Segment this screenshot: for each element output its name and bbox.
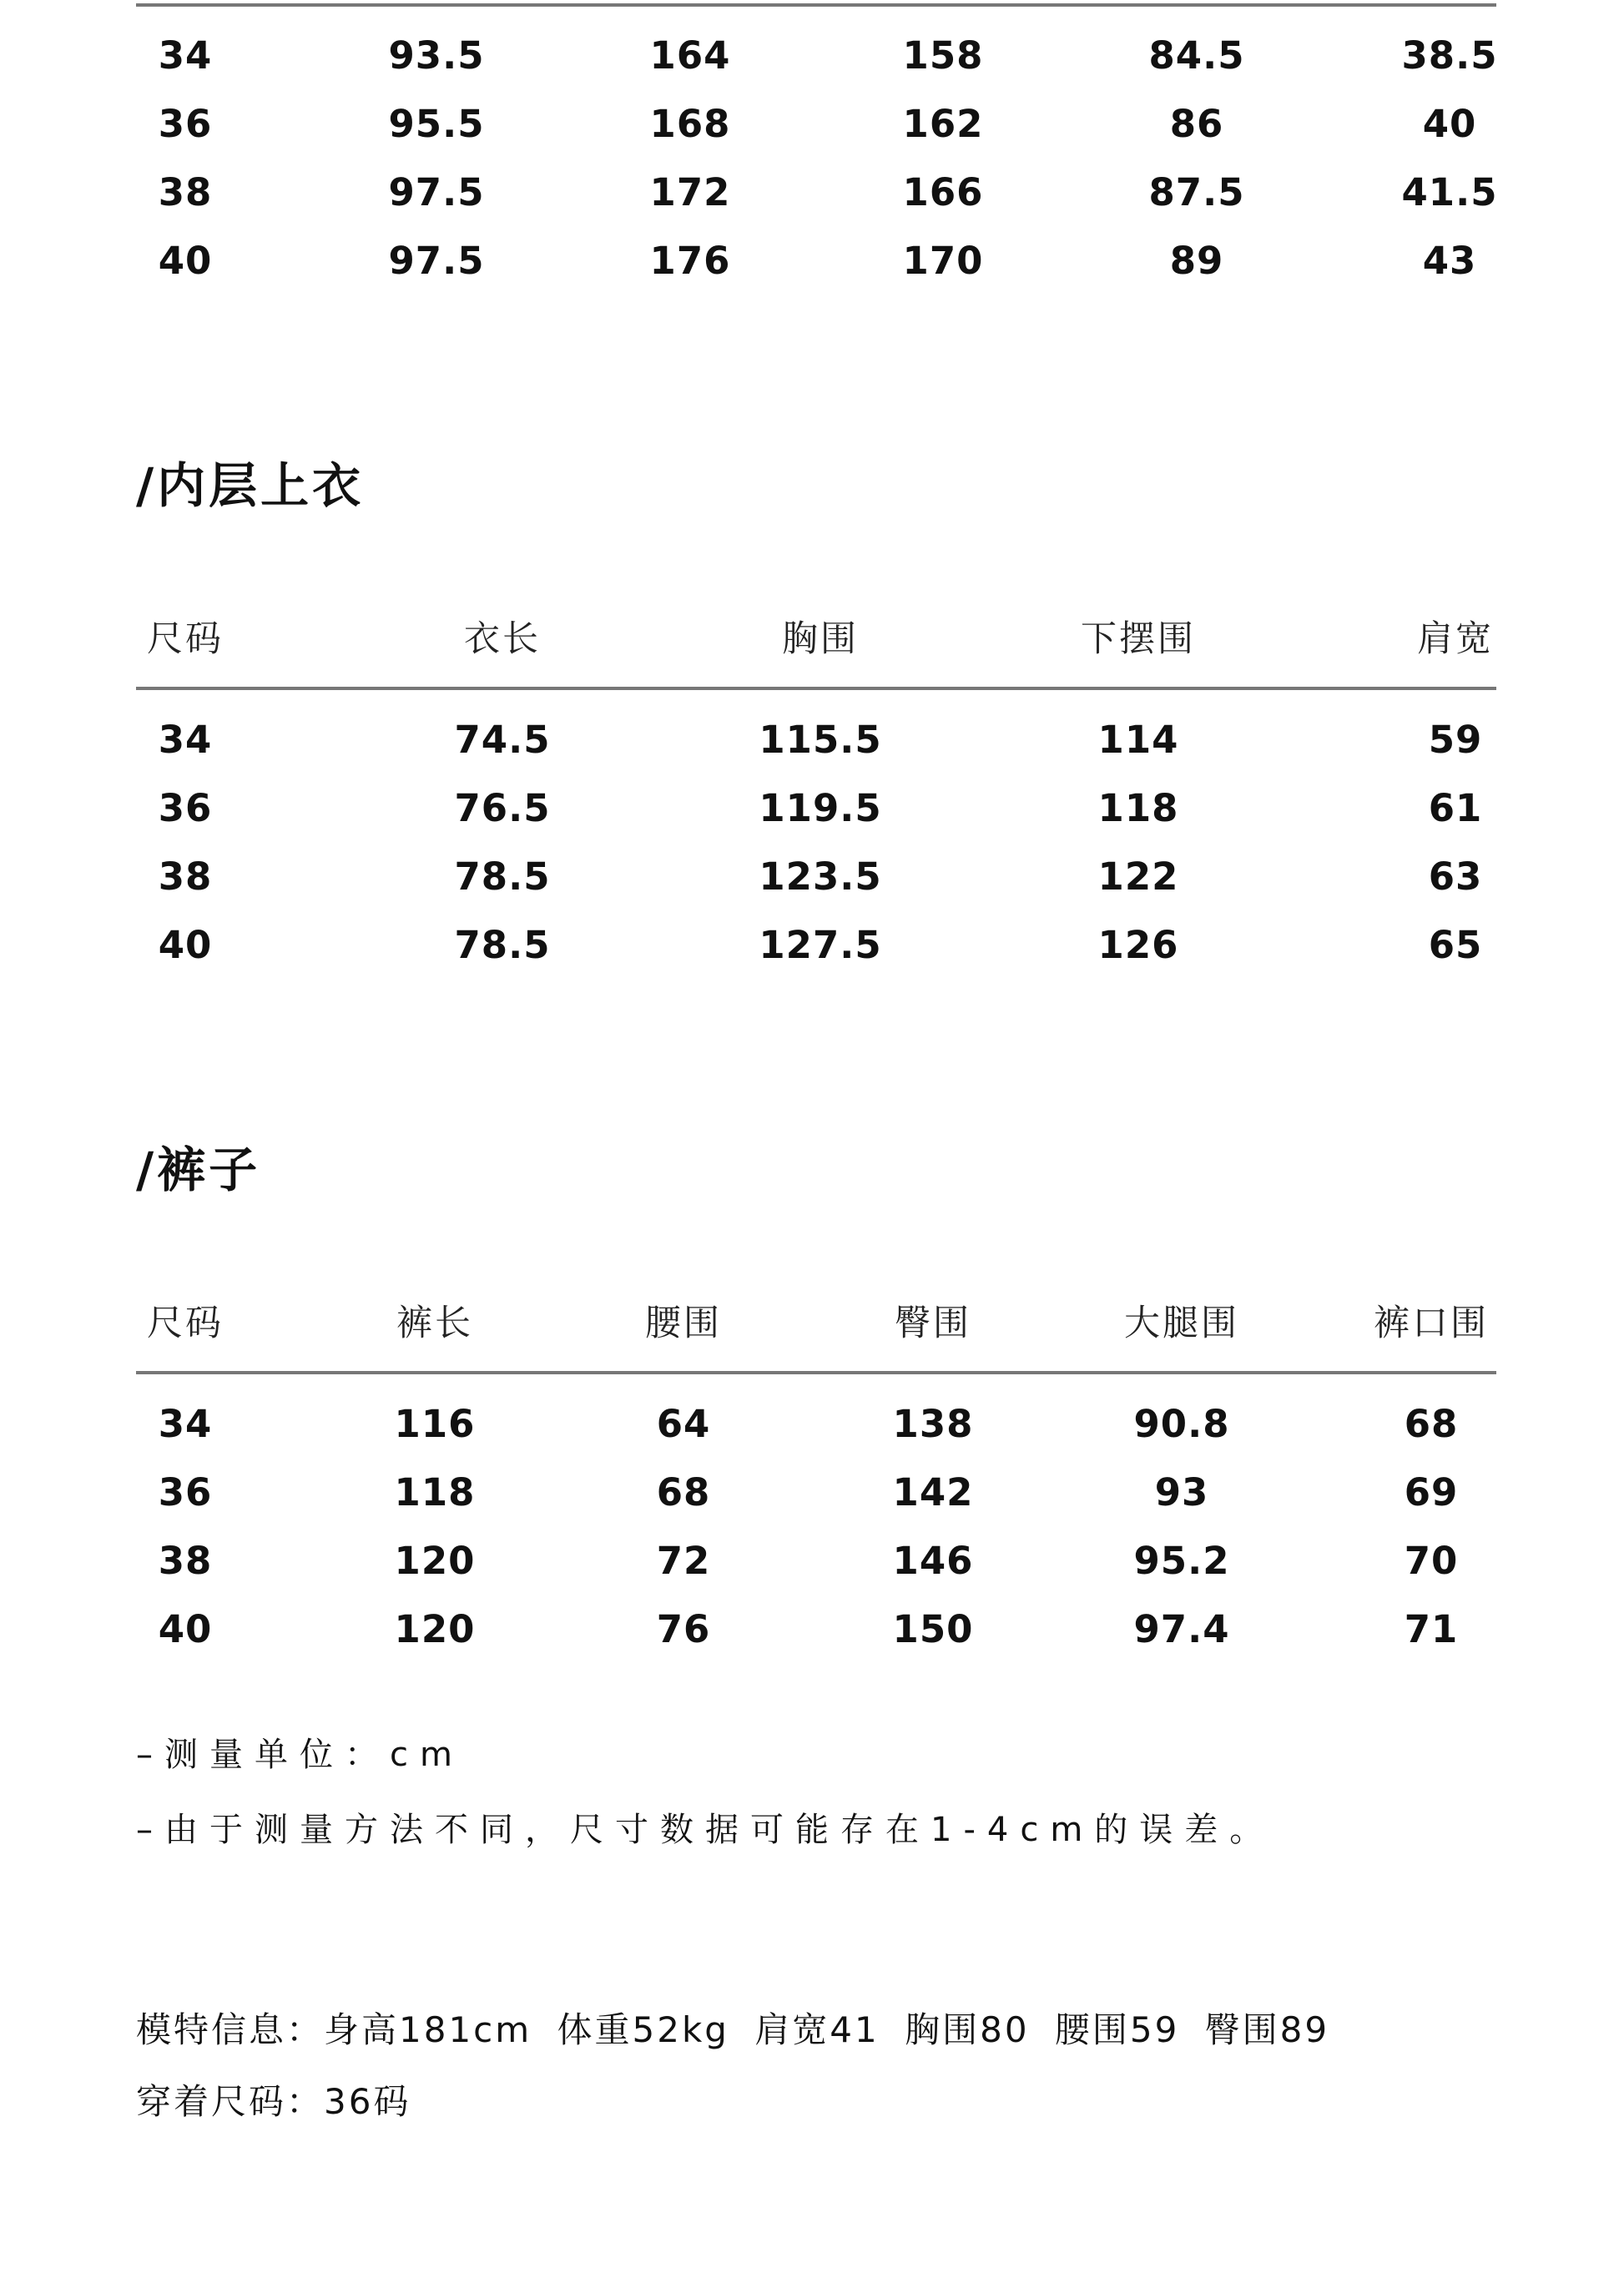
table3-header-cell: 裤长 [396, 1303, 473, 1344]
table3-cell: 97.4 [1133, 1607, 1230, 1651]
table1-cell: 43 [1422, 239, 1477, 283]
table2-cell: 61 [1428, 786, 1483, 830]
table2-cell: 40 [158, 923, 213, 967]
table2-cell: 74.5 [454, 718, 551, 762]
table3-cell: 68 [656, 1470, 711, 1514]
table3-cell: 34 [158, 1402, 213, 1446]
table1-cell: 164 [649, 33, 731, 78]
table2-header-cell: 尺码 [147, 618, 224, 660]
table3-cell: 90.8 [1133, 1402, 1230, 1446]
table2-cell: 127.5 [759, 923, 882, 967]
table3-cell: 142 [892, 1470, 974, 1514]
table3-header-cell: 腰围 [645, 1303, 722, 1344]
table1-cell: 158 [902, 33, 984, 78]
table1-cell: 38 [158, 170, 213, 214]
table1-cell: 170 [902, 239, 984, 283]
table1-cell: 38.5 [1401, 33, 1498, 78]
table2-cell: 76.5 [454, 786, 551, 830]
table3-cell: 146 [892, 1539, 974, 1583]
table3-cell: 138 [892, 1402, 974, 1446]
table1-cell: 40 [158, 239, 213, 283]
table2-cell: 36 [158, 786, 213, 830]
table3-cell: 38 [158, 1539, 213, 1583]
section-title-inner-top: /内层上衣 [136, 457, 365, 514]
table3-cell: 36 [158, 1470, 213, 1514]
table2-cell: 34 [158, 718, 213, 762]
table2-cell: 114 [1097, 718, 1179, 762]
table1-cell: 162 [902, 102, 984, 146]
table2-cell: 78.5 [454, 854, 551, 899]
table3-cell: 76 [656, 1607, 711, 1651]
section-title-pants: /裤子 [136, 1142, 261, 1198]
table1-cell: 84.5 [1148, 33, 1245, 78]
table2-cell: 123.5 [759, 854, 882, 899]
table2-cell: 38 [158, 854, 213, 899]
table3-cell: 120 [394, 1539, 476, 1583]
table2-header-rule [136, 687, 1496, 690]
table3-cell: 120 [394, 1607, 476, 1651]
table1-cell: 89 [1169, 239, 1224, 283]
table2-cell: 78.5 [454, 923, 551, 967]
table1-cell: 168 [649, 102, 731, 146]
table1-cell: 36 [158, 102, 213, 146]
table2-cell: 126 [1097, 923, 1179, 967]
table1-cell: 34 [158, 33, 213, 78]
table3-cell: 93 [1154, 1470, 1209, 1514]
table3-cell: 150 [892, 1607, 974, 1651]
table1-cell: 172 [649, 170, 731, 214]
table3-cell: 118 [394, 1470, 476, 1514]
table2-cell: 65 [1428, 923, 1483, 967]
table2-cell: 119.5 [759, 786, 882, 830]
table3-cell: 68 [1404, 1402, 1459, 1446]
table3-cell: 71 [1404, 1607, 1459, 1651]
table3-header-rule [136, 1371, 1496, 1374]
table3-header-cell: 臀围 [895, 1303, 971, 1344]
table3-cell: 72 [656, 1539, 711, 1583]
table2-cell: 118 [1097, 786, 1179, 830]
table2-header-cell: 衣长 [464, 618, 541, 660]
table3-header-cell: 尺码 [147, 1303, 224, 1344]
table3-cell: 40 [158, 1607, 213, 1651]
table1-cell: 41.5 [1401, 170, 1498, 214]
model-info: 模特信息：身高181cm 体重52kg 肩宽41 胸围80 腰围59 臀围89 [136, 2009, 1330, 2050]
measurement-error-note: –由于测量方法不同，尺寸数据可能存在1-4cm的误差。 [136, 1811, 1275, 1849]
table2-cell: 115.5 [759, 718, 882, 762]
table1-cell: 40 [1422, 102, 1477, 146]
table1-header-rule [136, 3, 1496, 7]
table3-cell: 64 [656, 1402, 711, 1446]
table2-header-cell: 下摆围 [1081, 618, 1196, 660]
table2-header-cell: 胸围 [782, 618, 859, 660]
table1-cell: 176 [649, 239, 731, 283]
table1-cell: 95.5 [388, 102, 485, 146]
table3-cell: 95.2 [1133, 1539, 1230, 1583]
table1-cell: 97.5 [388, 170, 485, 214]
table3-header-cell: 大腿围 [1124, 1303, 1239, 1344]
table1-cell: 87.5 [1148, 170, 1245, 214]
table3-cell: 116 [394, 1402, 476, 1446]
measurement-unit-note: –测量单位：cm [136, 1736, 464, 1774]
table2-cell: 59 [1428, 718, 1483, 762]
table3-cell: 70 [1404, 1539, 1459, 1583]
model-size: 穿着尺码：36码 [136, 2081, 411, 2122]
table1-cell: 166 [902, 170, 984, 214]
table2-header-cell: 肩宽 [1417, 618, 1494, 660]
table3-cell: 69 [1404, 1470, 1459, 1514]
table1-cell: 86 [1169, 102, 1224, 146]
table2-cell: 122 [1097, 854, 1179, 899]
table1-cell: 97.5 [388, 239, 485, 283]
table1-cell: 93.5 [388, 33, 485, 78]
table3-header-cell: 裤口围 [1374, 1303, 1489, 1344]
table2-cell: 63 [1428, 854, 1483, 899]
